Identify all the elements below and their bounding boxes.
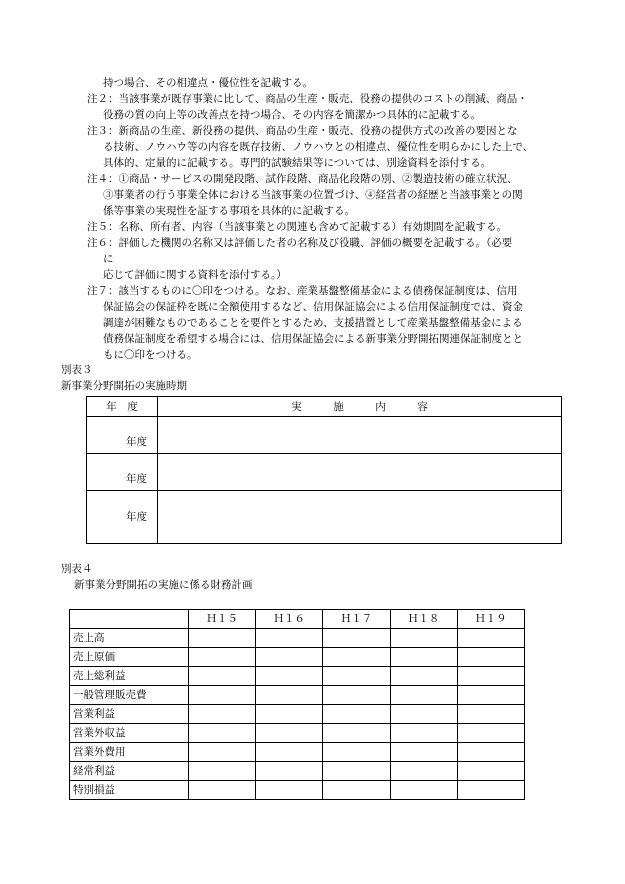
note-line: ③事業者の行う事業全体における当該事業の位置づけ、④経営者の経歴と当該事業との関 (103, 189, 523, 201)
table4-title: 新事業分野開拓の実施に係る財務計画 (74, 579, 253, 591)
schedule-table (86, 396, 562, 544)
year-cell: 年度 (87, 417, 158, 454)
header-year: 年 度 (87, 397, 158, 417)
note-line: 具体的、定量的に記載する。専門的試験結果等については、別途資料を添付する。 (103, 157, 492, 169)
note-line: 役務の質の向上等の改善点を持つ場合、その内容を簡潔かつ具体的に記載する。 (103, 109, 481, 121)
note-line: もに〇印をつける。 (103, 349, 198, 361)
table3-title: 新事業分野開拓の実施時期 (61, 380, 187, 392)
row-label: 売上高 (70, 629, 189, 648)
year-cell: 年度 (87, 454, 158, 491)
content-cell (158, 417, 562, 454)
note-line: 応じて評価に関する資料を添付する。） (103, 269, 287, 281)
row-label: 売上総利益 (70, 667, 189, 686)
note-line: 保証協会の保証枠を既に全額使用するなど、信用保証協会による信用保証制度では、資金 (103, 301, 523, 313)
row-label: 売上原価 (70, 648, 189, 667)
table4-label: 別表４ (61, 563, 93, 575)
row-label: 経常利益 (70, 762, 189, 781)
note-line: に (103, 253, 114, 265)
year-cell: 年度 (87, 491, 158, 544)
content-cell (158, 491, 562, 544)
note-line: 持つ場合、その相違点・優位性を記載する。 (103, 77, 313, 89)
row-label: 営業外費用 (70, 743, 189, 762)
row-label: 一般管理販売費 (70, 686, 189, 705)
note-5: 注５：名称、所有者、内容（当該事業との関連も含めて記載する）有効期間を記載する。 (87, 221, 507, 233)
row-label: 営業利益 (70, 705, 189, 724)
note-7: 注７：該当するものに〇印をつける。なお、産業基盤整備基金による債務保証制度は、信用 (87, 285, 518, 297)
note-2: 注２：当該事業が既存事業に比して、商品の生産・販売、役務の提供のコストの削減、商品・ (87, 93, 528, 105)
column-header: Ｈ１８ (390, 610, 457, 629)
column-header: Ｈ１７ (323, 610, 390, 629)
header-empty (70, 610, 189, 629)
column-header: Ｈ１６ (256, 610, 323, 629)
content-cell (158, 454, 562, 491)
row-label: 営業外収益 (70, 724, 189, 743)
note-6: 注６：評価した機関の名称又は評価した者の名称及び役職、評価の概要を記載する。（必要 (87, 237, 513, 249)
column-header: Ｈ１５ (189, 610, 256, 629)
header-content: 実 施 内 容 (158, 397, 562, 417)
note-line: る技術、ノウハウ等の内容を既存技術、ノウハウとの相違点、優位性を明らかにした上で、 (103, 141, 534, 153)
row-label: 特別損益 (70, 781, 189, 800)
note-line: 調達が困難なものであることを要件とするため、支援措置として産業基盤整備基金による (103, 317, 523, 329)
financial-plan-table (69, 609, 525, 800)
note-3: 注３：新商品の生産、新役務の提供、商品の生産・販売、役務の提供方式の改善の要因とな (87, 125, 518, 137)
column-header: Ｈ１９ (457, 610, 524, 629)
table3-label: 別表３ (61, 364, 93, 376)
note-line: 債務保証制度を希望する場合には、信用保証協会による新事業分野開拓関連保証制度とと (103, 333, 523, 345)
note-line: 係等事業の実現性を証する事項を具体的に記載する。 (103, 205, 355, 217)
note-4: 注４：①商品・サービスの開発段階、試作段階、商品化段階の別、②製造技術の確立状況、 (87, 173, 518, 185)
